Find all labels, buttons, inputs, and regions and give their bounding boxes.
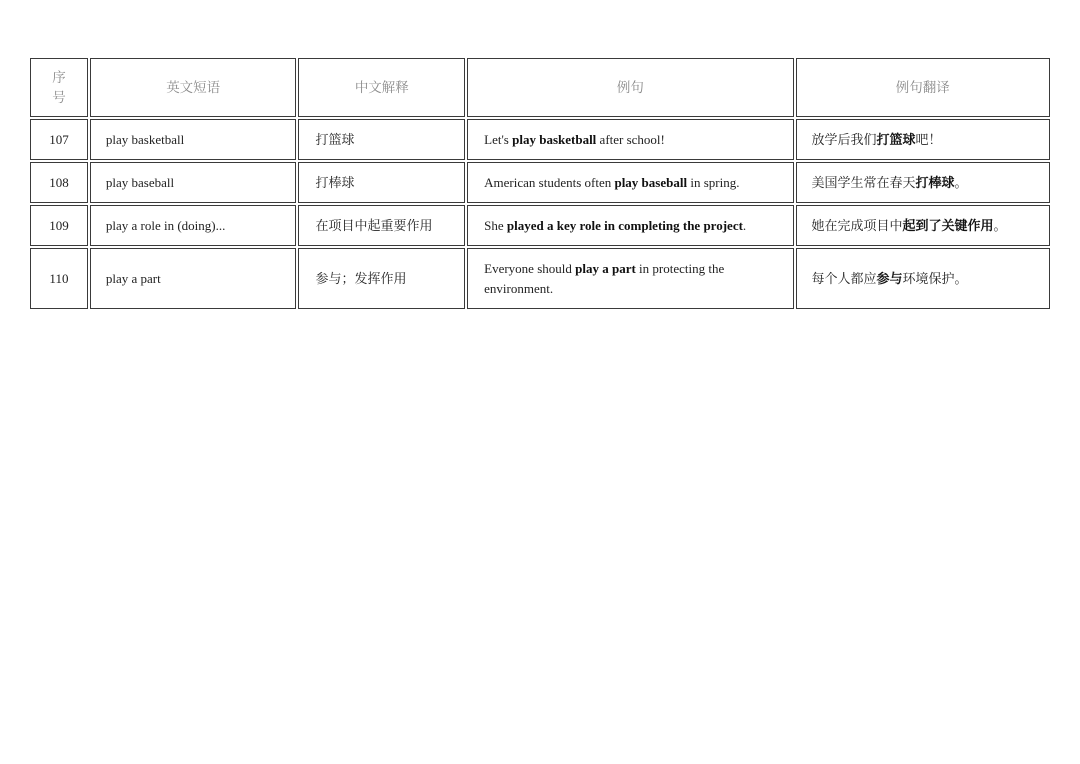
header-number-line1: 序 xyxy=(52,69,66,85)
text-segment: 吧！ xyxy=(915,131,942,147)
row-example xyxy=(467,119,793,160)
row-phrase: play a part xyxy=(90,248,297,309)
text-segment: Everyone should xyxy=(484,260,576,276)
row-meaning: 在项目中起重要作用 xyxy=(298,205,465,246)
translation-text xyxy=(812,269,968,289)
highlighted-phrase: play basketball xyxy=(512,131,597,147)
row-example xyxy=(467,162,793,203)
row-phrase: play baseball xyxy=(90,162,297,203)
text-segment: . xyxy=(742,217,747,233)
text-segment: 。 xyxy=(954,174,968,190)
highlighted-phrase: 参与 xyxy=(876,270,903,286)
highlighted-phrase: 打棒球 xyxy=(915,174,955,190)
header-phrase: 英文短语 xyxy=(90,58,297,117)
text-segment: 每个人都应 xyxy=(811,270,877,286)
row-number: 109 xyxy=(30,205,88,246)
row-meaning: 参与；发挥作用 xyxy=(298,248,465,309)
row-translation xyxy=(796,162,1050,203)
highlighted-phrase: 起到了关键作用 xyxy=(902,217,994,233)
table-header-row xyxy=(30,58,1050,117)
text-segment: She xyxy=(484,217,507,233)
row-meaning: 打棒球 xyxy=(298,162,465,203)
row-translation xyxy=(796,119,1050,160)
table-row xyxy=(30,162,1050,203)
text-segment: after school! xyxy=(596,131,665,147)
translation-text xyxy=(812,173,968,193)
table-row xyxy=(30,248,1050,309)
highlighted-phrase: 打篮球 xyxy=(876,131,916,147)
text-segment: 放学后我们 xyxy=(811,131,877,147)
text-segment: in protecting the environment. xyxy=(484,260,725,296)
translation-text xyxy=(812,130,942,150)
translation-text xyxy=(812,216,1007,236)
row-translation xyxy=(796,205,1050,246)
highlighted-phrase: played a key role in completing the project xyxy=(506,217,743,233)
example-text xyxy=(484,216,746,236)
row-number: 107 xyxy=(30,119,88,160)
highlighted-phrase: play a part xyxy=(575,260,636,276)
text-segment: Let's xyxy=(484,131,513,147)
header-example: 例句 xyxy=(467,58,793,117)
row-phrase: play a role in (doing)... xyxy=(90,205,297,246)
text-segment: 她在完成项目中 xyxy=(811,217,903,233)
header-number xyxy=(30,58,88,117)
text-segment: 。 xyxy=(993,217,1007,233)
row-phrase: play basketball xyxy=(90,119,297,160)
example-text xyxy=(484,173,739,193)
header-meaning: 中文解释 xyxy=(298,58,465,117)
text-segment: in spring. xyxy=(687,174,740,190)
example-text xyxy=(484,259,780,299)
header-translation: 例句翻译 xyxy=(796,58,1051,117)
row-number: 110 xyxy=(30,248,88,309)
header-number-line2: 号 xyxy=(52,89,66,105)
row-translation xyxy=(796,248,1050,309)
text-segment: American students often xyxy=(484,174,615,190)
vocabulary-table xyxy=(30,58,1050,311)
row-example xyxy=(467,248,793,309)
table-row xyxy=(30,119,1050,160)
text-segment: 环境保护。 xyxy=(902,270,968,286)
row-number: 108 xyxy=(30,162,88,203)
row-example xyxy=(467,205,793,246)
example-text xyxy=(484,130,665,150)
row-meaning: 打篮球 xyxy=(298,119,465,160)
highlighted-phrase: play baseball xyxy=(614,174,688,190)
table-row xyxy=(30,205,1050,246)
text-segment: 美国学生常在春天 xyxy=(811,174,916,190)
